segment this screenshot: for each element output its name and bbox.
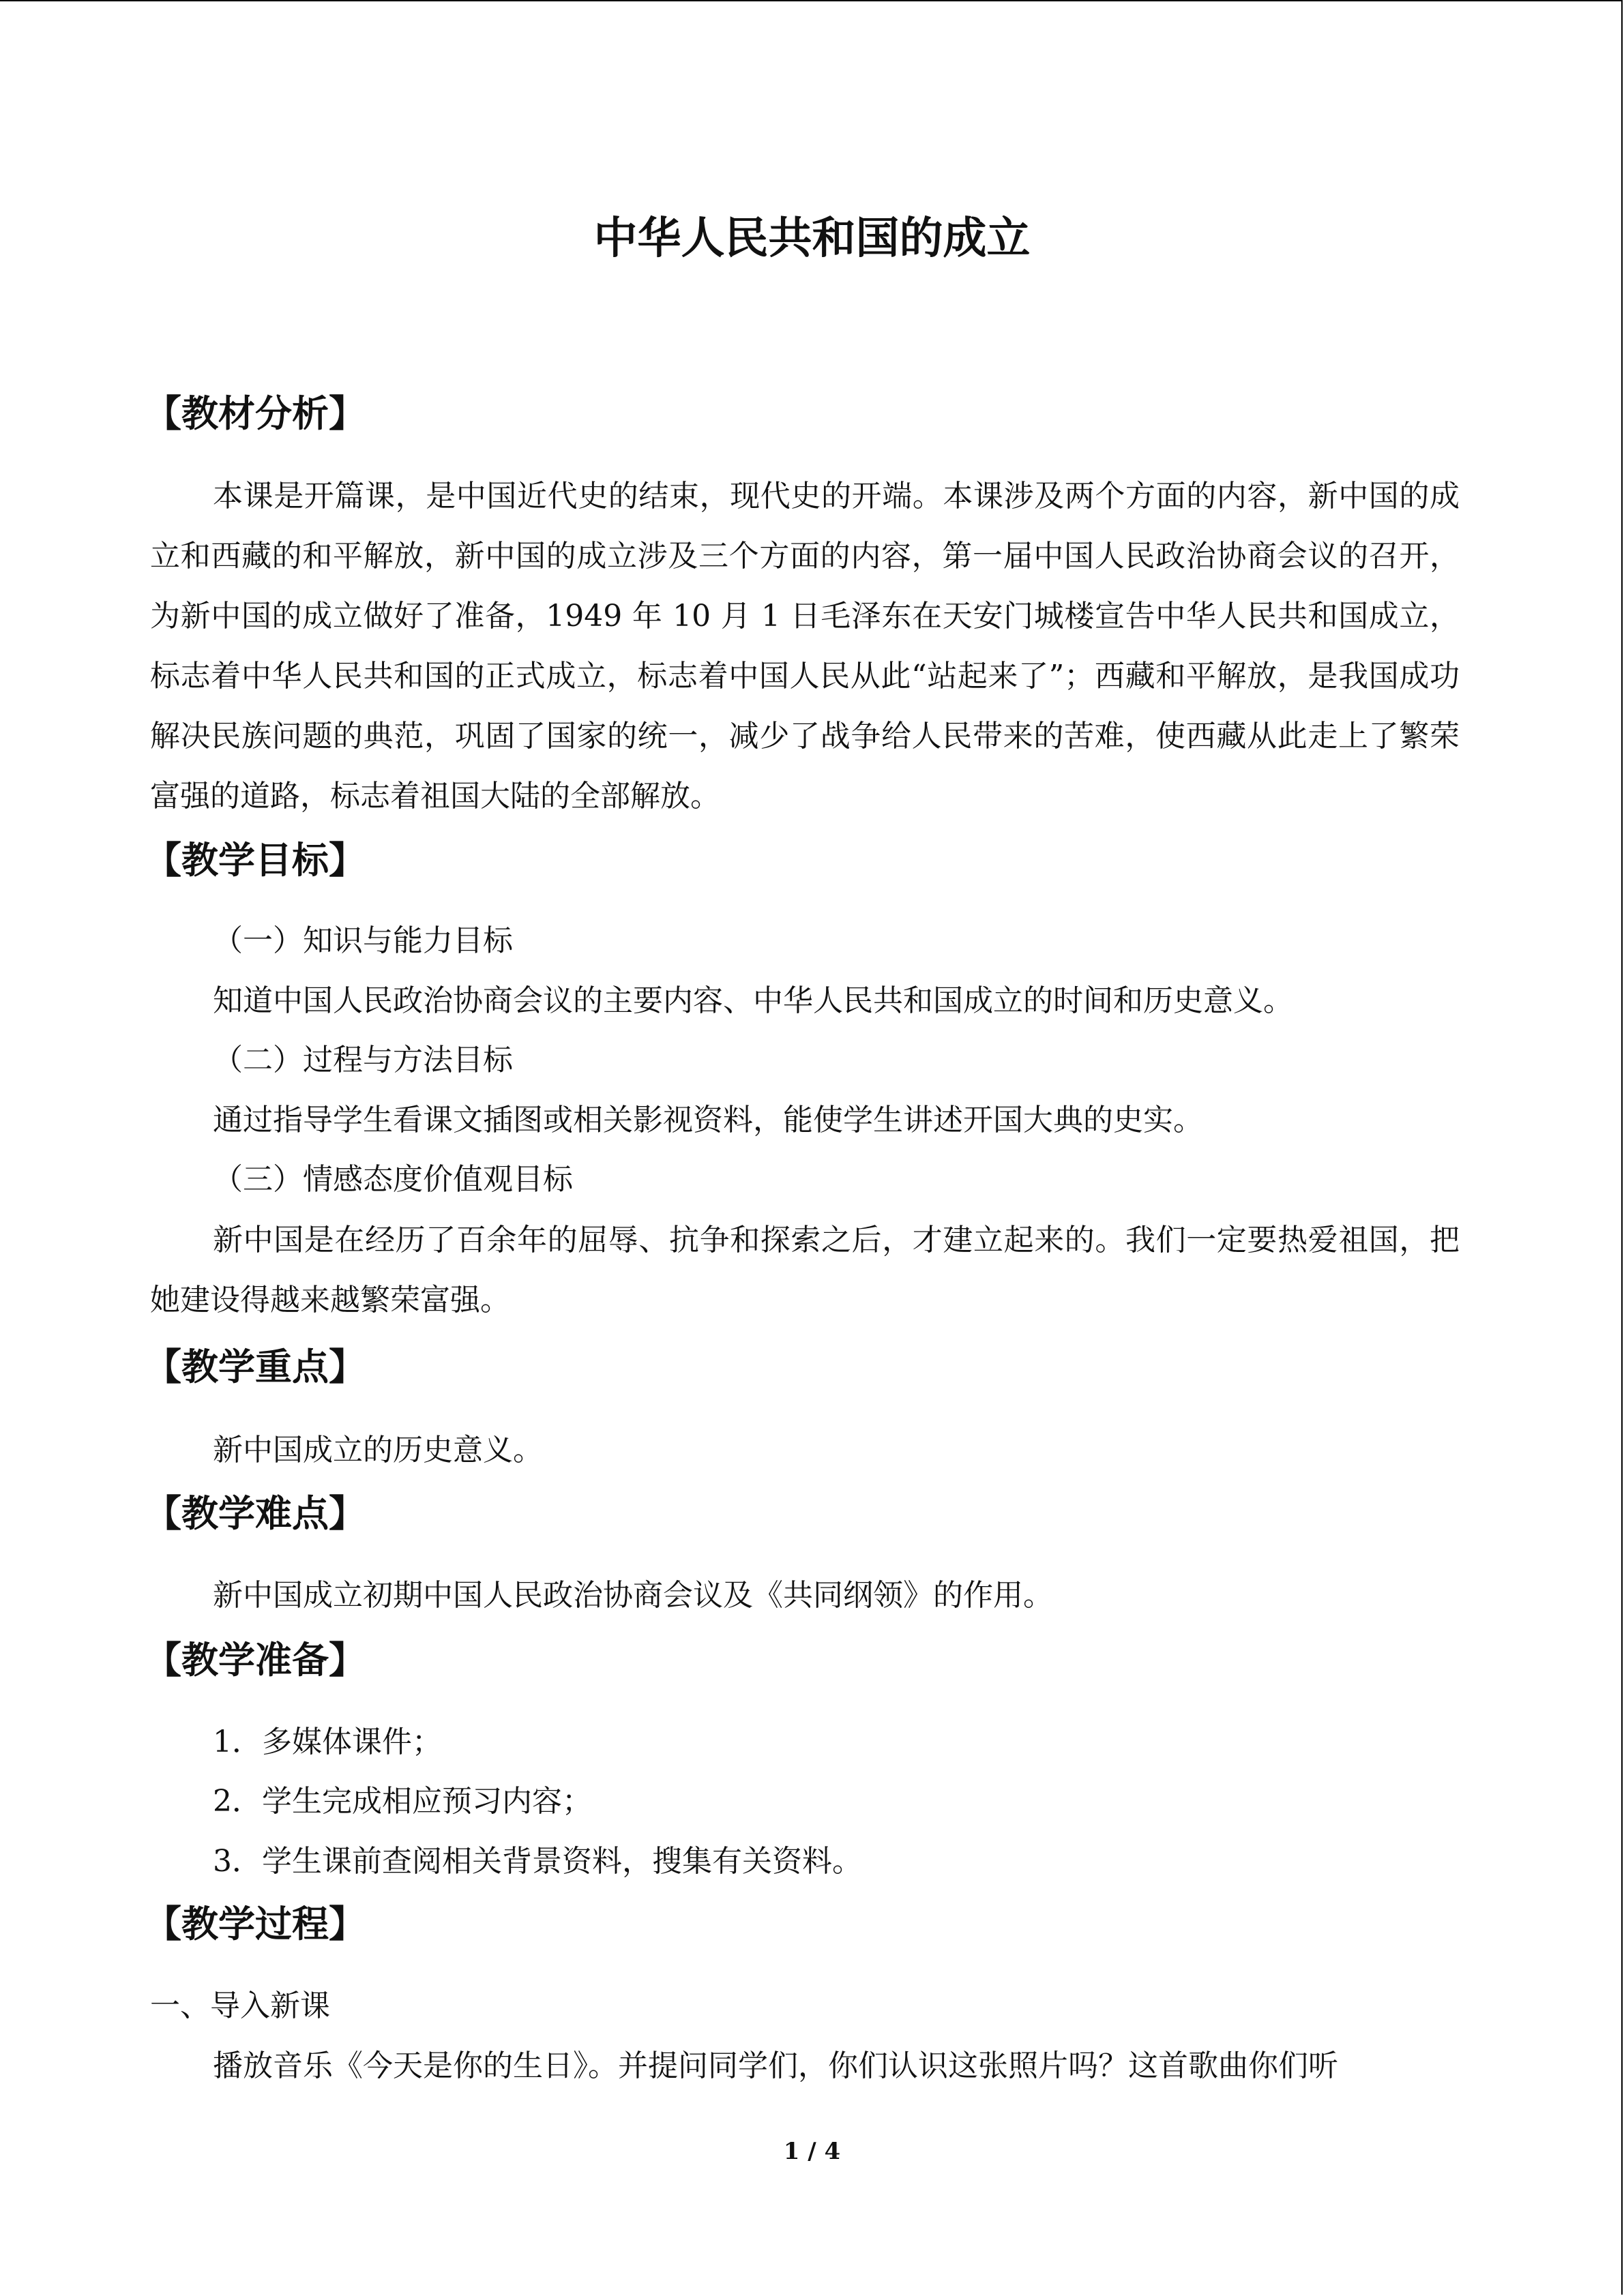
process-text: 播放音乐《今天是你的生日》。并提问同学们，你们认识这张照片吗？这首歌曲你们听 bbox=[213, 2048, 1338, 2083]
preparation-item: 3．学生课前查阅相关背景资料，搜集有关资料。 bbox=[213, 1844, 862, 1879]
heading-goals: 【教学目标】 bbox=[145, 839, 366, 882]
preparation-item: 2．学生完成相应预习内容； bbox=[213, 1784, 592, 1819]
heading-process: 【教学过程】 bbox=[145, 1903, 366, 1945]
heading-analysis: 【教材分析】 bbox=[145, 392, 366, 435]
goal-text-process: 通过指导学生看课文插图或相关影视资料，能使学生讲述开国大典的史实。 bbox=[213, 1103, 1203, 1137]
heading-preparation: 【教学准备】 bbox=[145, 1639, 366, 1682]
document-title: 中华人民共和国的成立 bbox=[593, 213, 1031, 264]
heading-keypoint: 【教学重点】 bbox=[145, 1345, 366, 1388]
goal-sub-process: （二）过程与方法目标 bbox=[213, 1043, 513, 1077]
process-step-intro: 一、导入新课 bbox=[150, 1988, 330, 2023]
difficulty-text: 新中国成立初期中国人民政治协商会议及《共同纲领》的作用。 bbox=[213, 1578, 1053, 1613]
heading-difficulty: 【教学难点】 bbox=[145, 1492, 366, 1535]
page-number: 1 / 4 bbox=[783, 2138, 841, 2165]
goal-sub-knowledge: （一）知识与能力目标 bbox=[213, 923, 513, 958]
keypoint-text: 新中国成立的历史意义。 bbox=[213, 1433, 543, 1467]
analysis-paragraph: 本课是开篇课，是中国近代史的结束，现代史的开端。本课涉及两个方面的内容，新中国的成立和西藏的和平解放，新中国的成立涉及三个方面的内容，第一届中国人民政治协商会议的召开，为新中国的成立做好了准备，1949 年 10 月 1 日毛泽东在天安门城楼宣告中华人民共和国成立，标志着中华人民共和国的正式成立，标志着中国人民从此“站起来了”；西藏和平解放，是我国成功解决民族问题的典范，巩固了国家的统一，减少了战争给人民带来的苦难，使西藏从此走上了繁荣富强的道路，标志着祖国大陆的全部解放。 bbox=[150, 479, 1460, 814]
preparation-item: 1．多媒体课件； bbox=[213, 1725, 442, 1759]
goal-text-values: 新中国是在经历了百余年的屈辱、抗争和探索之后，才建立起来的。我们一定要热爱祖国，把她建设得越来越繁荣富强。 bbox=[150, 1223, 1460, 1317]
goal-sub-values: （三）情感态度价值观目标 bbox=[213, 1162, 573, 1197]
goal-text-knowledge: 知道中国人民政治协商会议的主要内容、中华人民共和国成立的时间和历史意义。 bbox=[213, 983, 1293, 1018]
